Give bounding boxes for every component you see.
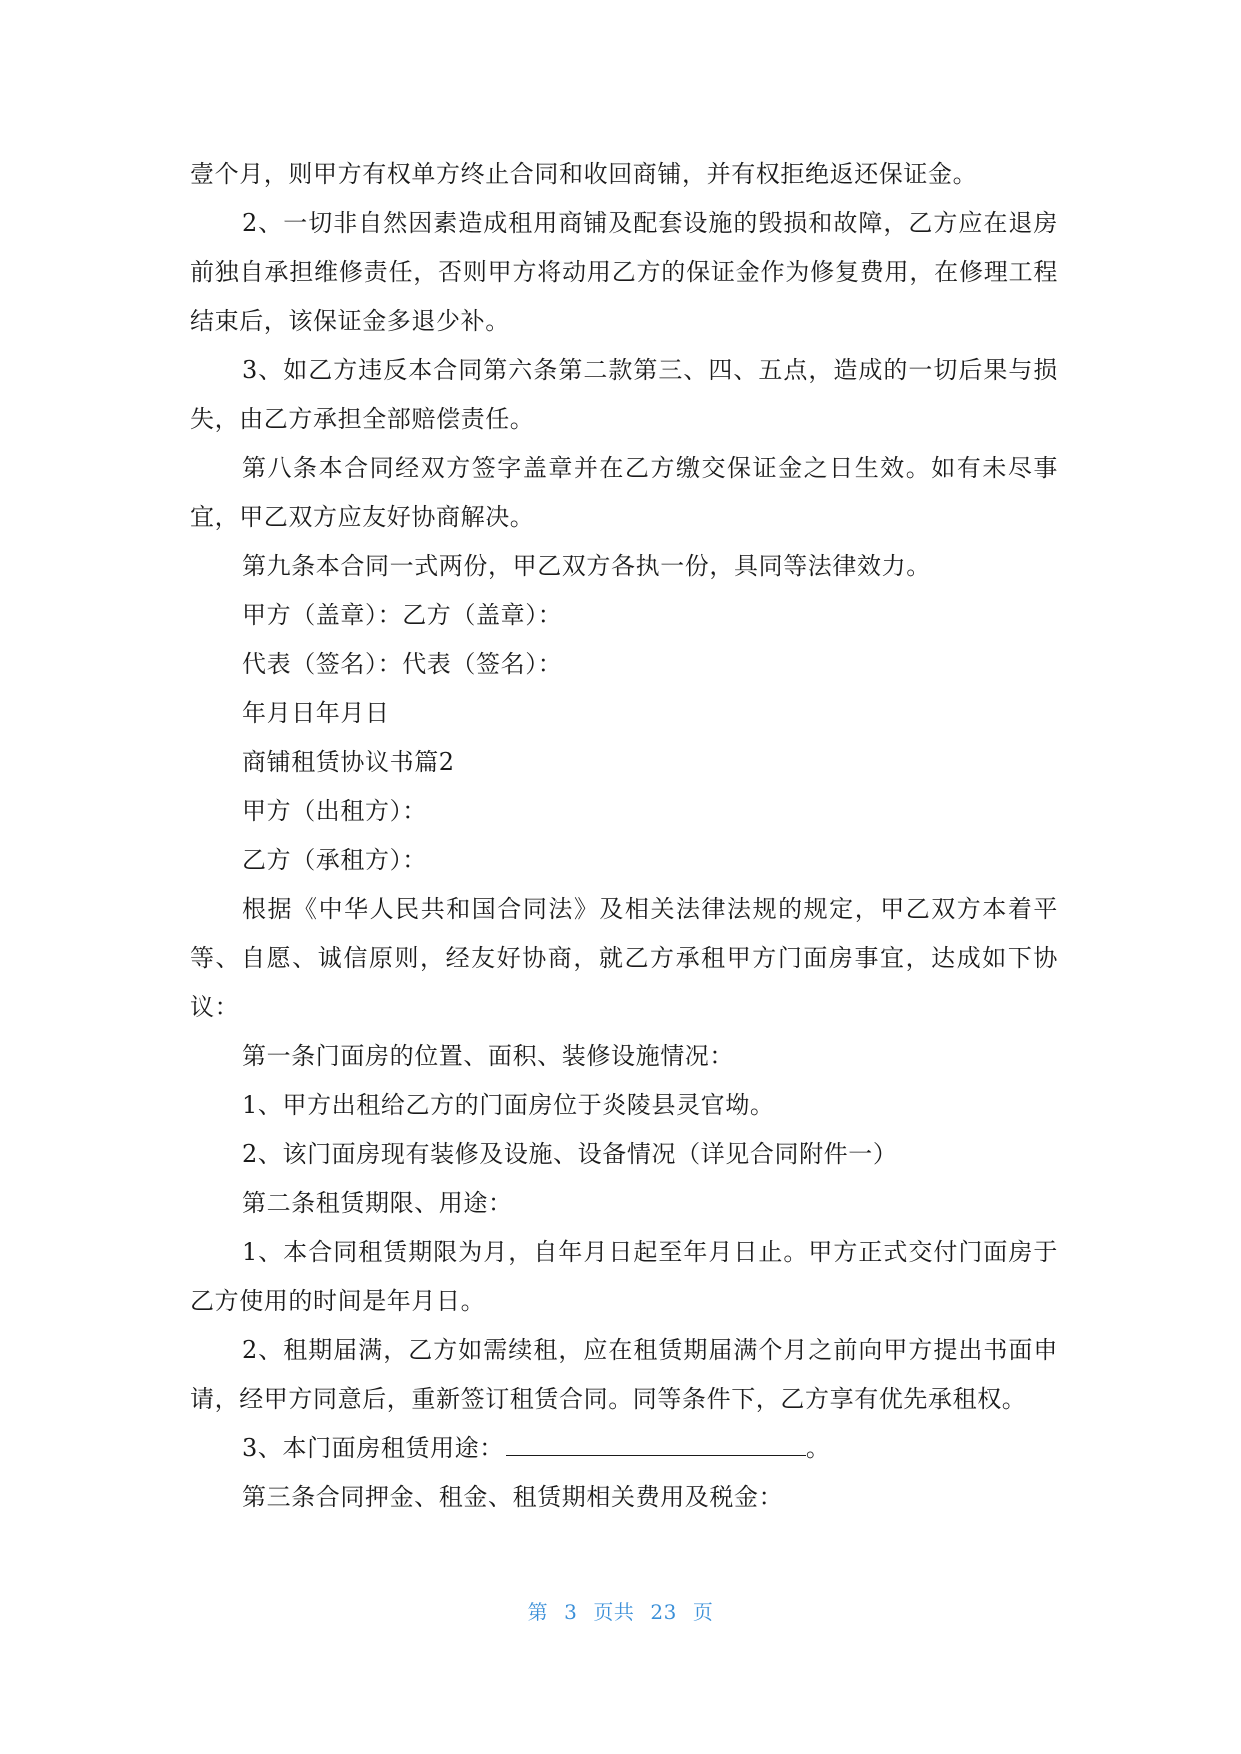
page-footer — [0, 1596, 1241, 1625]
paragraph: 根据《中华人民共和国合同法》及相关法律法规的规定，甲乙双方本着平等、自愿、诚信原则，经友好协商，就乙方承租甲方门面房事宜，达成如下协议： — [190, 895, 1058, 1021]
footer-suffix: 页 — [692, 1600, 714, 1624]
paragraph: 1、本合同租赁期限为月，自年月日起至年月日止。甲方正式交付门面房于乙方使用的时间是年月日。 — [190, 1238, 1058, 1315]
article-heading: 第一条门面房的位置、面积、装修设施情况： — [242, 1042, 734, 1070]
paragraph: 2、一切非自然因素造成租用商铺及配套设施的毁损和故障，乙方应在退房前独自承担维修责任，否则甲方将动用乙方的保证金作为修复费用，在修理工程结束后，该保证金多退少补。 — [190, 209, 1058, 335]
paragraph: 1、甲方出租给乙方的门面房位于炎陵县灵官坳。 — [242, 1091, 775, 1119]
paragraph: 第八条本合同经双方签字盖章并在乙方缴交保证金之日生效。如有未尽事宜，甲乙双方应友好协商解决。 — [190, 454, 1058, 531]
usage-line — [190, 1424, 1058, 1473]
paragraph: 壹个月，则甲方有权单方终止合同和收回商铺，并有权拒绝返还保证金。 — [190, 160, 978, 188]
footer-prefix: 第 — [527, 1600, 549, 1624]
document-body — [190, 150, 1058, 1522]
usage-end: 。 — [805, 1434, 831, 1462]
total-page-number: 23 — [650, 1600, 677, 1624]
article-heading: 第三条合同押金、租金、租赁期相关费用及税金： — [242, 1483, 784, 1511]
signature-line-seal: 甲方（盖章）：乙方（盖章）： — [242, 601, 563, 629]
paragraph: 2、该门面房现有装修及设施、设备情况（详见合同附件一） — [242, 1140, 898, 1168]
section-title: 商铺租赁协议书篇2 — [242, 748, 455, 776]
paragraph: 3、如乙方违反本合同第六条第二款第三、四、五点，造成的一切后果与损失，由乙方承担全部赔偿责任。 — [190, 356, 1058, 433]
paragraph: 2、租期届满，乙方如需续租，应在租赁期届满个月之前向甲方提出书面申请，经甲方同意后，重新签订租赁合同。同等条件下，乙方享有优先承租权。 — [190, 1336, 1058, 1413]
current-page-number: 3 — [564, 1600, 578, 1624]
footer-middle: 页共 — [593, 1600, 635, 1624]
article-heading: 第二条租赁期限、用途： — [242, 1189, 513, 1217]
party-b-line: 乙方（承租方）： — [242, 846, 427, 874]
party-a-line: 甲方（出租方）： — [242, 797, 427, 825]
signature-line-representative: 代表（签名）：代表（签名）： — [242, 650, 563, 678]
usage-label: 3、本门面房租赁用途： — [242, 1434, 504, 1462]
signature-line-date: 年月日年月日 — [242, 699, 390, 727]
paragraph: 第九条本合同一式两份，甲乙双方各执一份，具同等法律效力。 — [242, 552, 931, 580]
usage-blank-field — [506, 1425, 806, 1456]
